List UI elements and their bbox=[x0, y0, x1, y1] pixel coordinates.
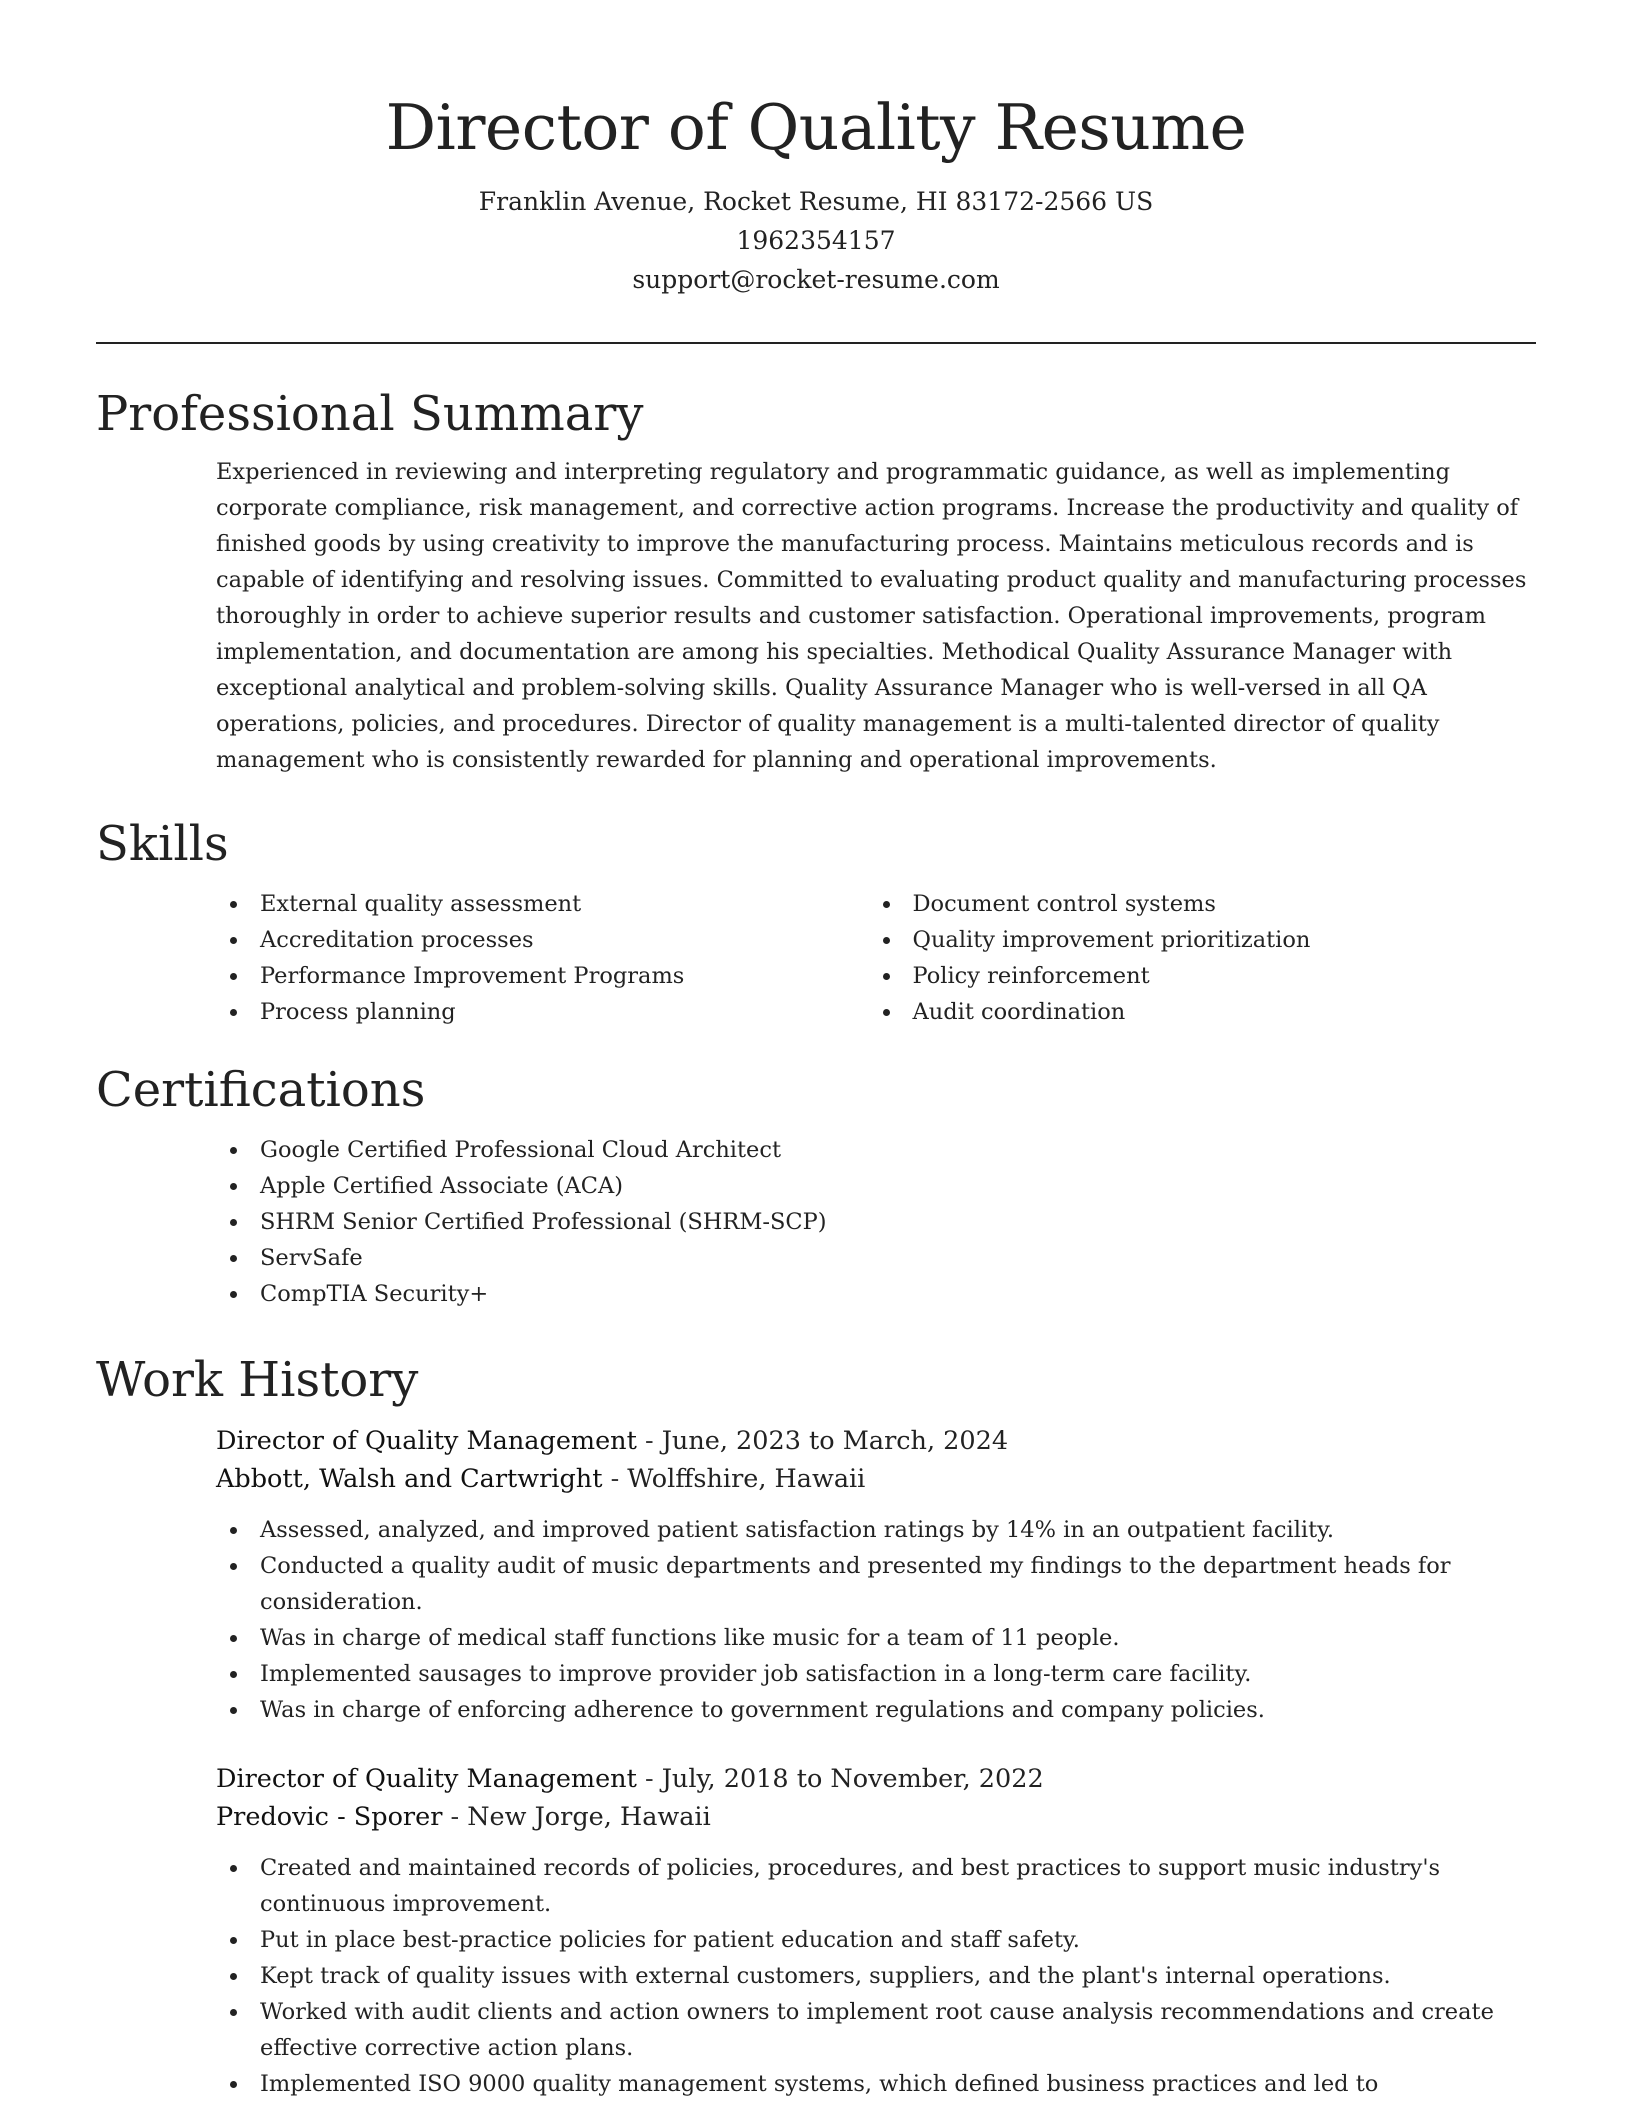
job-dates: July, 2018 to November, 2022 bbox=[661, 1764, 1044, 1794]
contact-block bbox=[0, 182, 1632, 299]
job-company-line bbox=[216, 1460, 1536, 1498]
skill-item: Accreditation processes bbox=[260, 922, 884, 958]
job-entry bbox=[216, 1760, 1536, 2102]
job-title-line bbox=[216, 1422, 1536, 1460]
job-title: Director of Quality Management bbox=[216, 1764, 637, 1794]
separator: - bbox=[602, 1464, 628, 1494]
certification-item: SHRM Senior Certified Professional (SHRM-SCP) bbox=[260, 1204, 1536, 1240]
header-divider bbox=[96, 342, 1536, 344]
contact-phone: 1962354157 bbox=[736, 226, 896, 255]
contact-address: Franklin Avenue, Rocket Resume, HI 83172-2566 US bbox=[478, 187, 1154, 216]
job-bullet: Implemented sausages to improve provider job satisfaction in a long-term care facility. bbox=[260, 1656, 1536, 1692]
certifications-list bbox=[96, 1132, 1536, 1312]
certification-item: CompTIA Security+ bbox=[260, 1276, 1536, 1312]
job-bullets bbox=[216, 1512, 1536, 1728]
certifications-section bbox=[96, 1058, 1536, 1312]
job-bullet: Assessed, analyzed, and improved patient satisfaction ratings by 14% in an outpatient facility. bbox=[260, 1512, 1536, 1548]
job-company-line bbox=[216, 1798, 1536, 1836]
separator: - bbox=[636, 1764, 662, 1794]
job-title-line bbox=[216, 1760, 1536, 1798]
summary-section bbox=[96, 382, 1536, 778]
job-company: Abbott, Walsh and Cartwright bbox=[216, 1464, 603, 1494]
job-bullet: Created and maintained records of policies, procedures, and best practices to support music industry's continuous improvement. bbox=[260, 1850, 1536, 1922]
contact-email: support@rocket-resume.com bbox=[632, 265, 1000, 294]
skill-item: Performance Improvement Programs bbox=[260, 958, 884, 994]
work-history-heading: Work History bbox=[96, 1352, 419, 1408]
job-entry bbox=[216, 1422, 1536, 1728]
skill-item: External quality assessment bbox=[260, 886, 884, 922]
resume-title: Director of Quality Resume bbox=[385, 91, 1247, 164]
skill-item: Audit coordination bbox=[913, 994, 1537, 1030]
resume-header bbox=[0, 0, 1632, 299]
skill-item: Policy reinforcement bbox=[913, 958, 1537, 994]
skill-item: Document control systems bbox=[913, 886, 1537, 922]
job-location: New Jorge, Hawaii bbox=[467, 1802, 711, 1832]
certification-item: Google Certified Professional Cloud Architect bbox=[260, 1132, 1536, 1168]
job-bullet: Was in charge of enforcing adherence to government regulations and company policies. bbox=[260, 1692, 1536, 1728]
summary-heading: Professional Summary bbox=[96, 386, 644, 442]
separator: - bbox=[636, 1426, 662, 1456]
certification-item: ServSafe bbox=[260, 1240, 1536, 1276]
job-location: Wolffshire, Hawaii bbox=[627, 1464, 866, 1494]
job-bullet: Kept track of quality issues with external customers, suppliers, and the plant's internal operations. bbox=[260, 1958, 1536, 1994]
job-bullet: Worked with audit clients and action owners to implement root cause analysis recommendations and create effective corrective action plans. bbox=[260, 1994, 1536, 2066]
job-bullets bbox=[216, 1850, 1536, 2102]
job-dates: June, 2023 to March, 2024 bbox=[661, 1426, 1009, 1456]
summary-text: Experienced in reviewing and interpreting regulatory and programmatic guidance, as well as implementing corporate compliance, risk management, and corrective action programs. Increase the productivity and quality of finished goods by using creativity to improve the manufacturing process. Maintains meticulous records and is capable of identifying and resolving issues. Committed to evaluating product quality and manufacturing processes thoroughly in order to achieve superior results and customer satisfaction. Operational improvements, program implementation, and documentation are among his specialties. Methodical Quality Assurance Manager with exceptional analytical and problem-solving skills. Quality Assurance Manager who is well-versed in all QA operations, policies, and procedures. Director of quality management is a multi-talented director of quality management who is consistently rewarded for planning and operational improvements. bbox=[216, 459, 1527, 773]
work-history-section bbox=[96, 1348, 1536, 2102]
certification-item: Apple Certified Associate (ACA) bbox=[260, 1168, 1536, 1204]
skills-list-right bbox=[884, 886, 1537, 1030]
skills-heading: Skills bbox=[96, 816, 229, 872]
skills-section bbox=[96, 812, 1536, 1030]
job-bullet: Implemented ISO 9000 quality management systems, which defined business practices and led to bbox=[260, 2066, 1536, 2102]
separator: - bbox=[442, 1802, 468, 1832]
skills-columns bbox=[96, 886, 1536, 1030]
job-title: Director of Quality Management bbox=[216, 1426, 637, 1456]
skill-item: Process planning bbox=[260, 994, 884, 1030]
job-bullet: Was in charge of medical staff functions like music for a team of 11 people. bbox=[260, 1620, 1536, 1656]
certifications-heading: Certifications bbox=[96, 1062, 426, 1118]
job-company: Predovic - Sporer bbox=[216, 1802, 443, 1832]
job-bullet: Conducted a quality audit of music departments and presented my findings to the department heads for consideration. bbox=[260, 1548, 1536, 1620]
job-bullet: Put in place best-practice policies for patient education and staff safety. bbox=[260, 1922, 1536, 1958]
skill-item: Quality improvement prioritization bbox=[913, 922, 1537, 958]
skills-list-left bbox=[96, 886, 884, 1030]
